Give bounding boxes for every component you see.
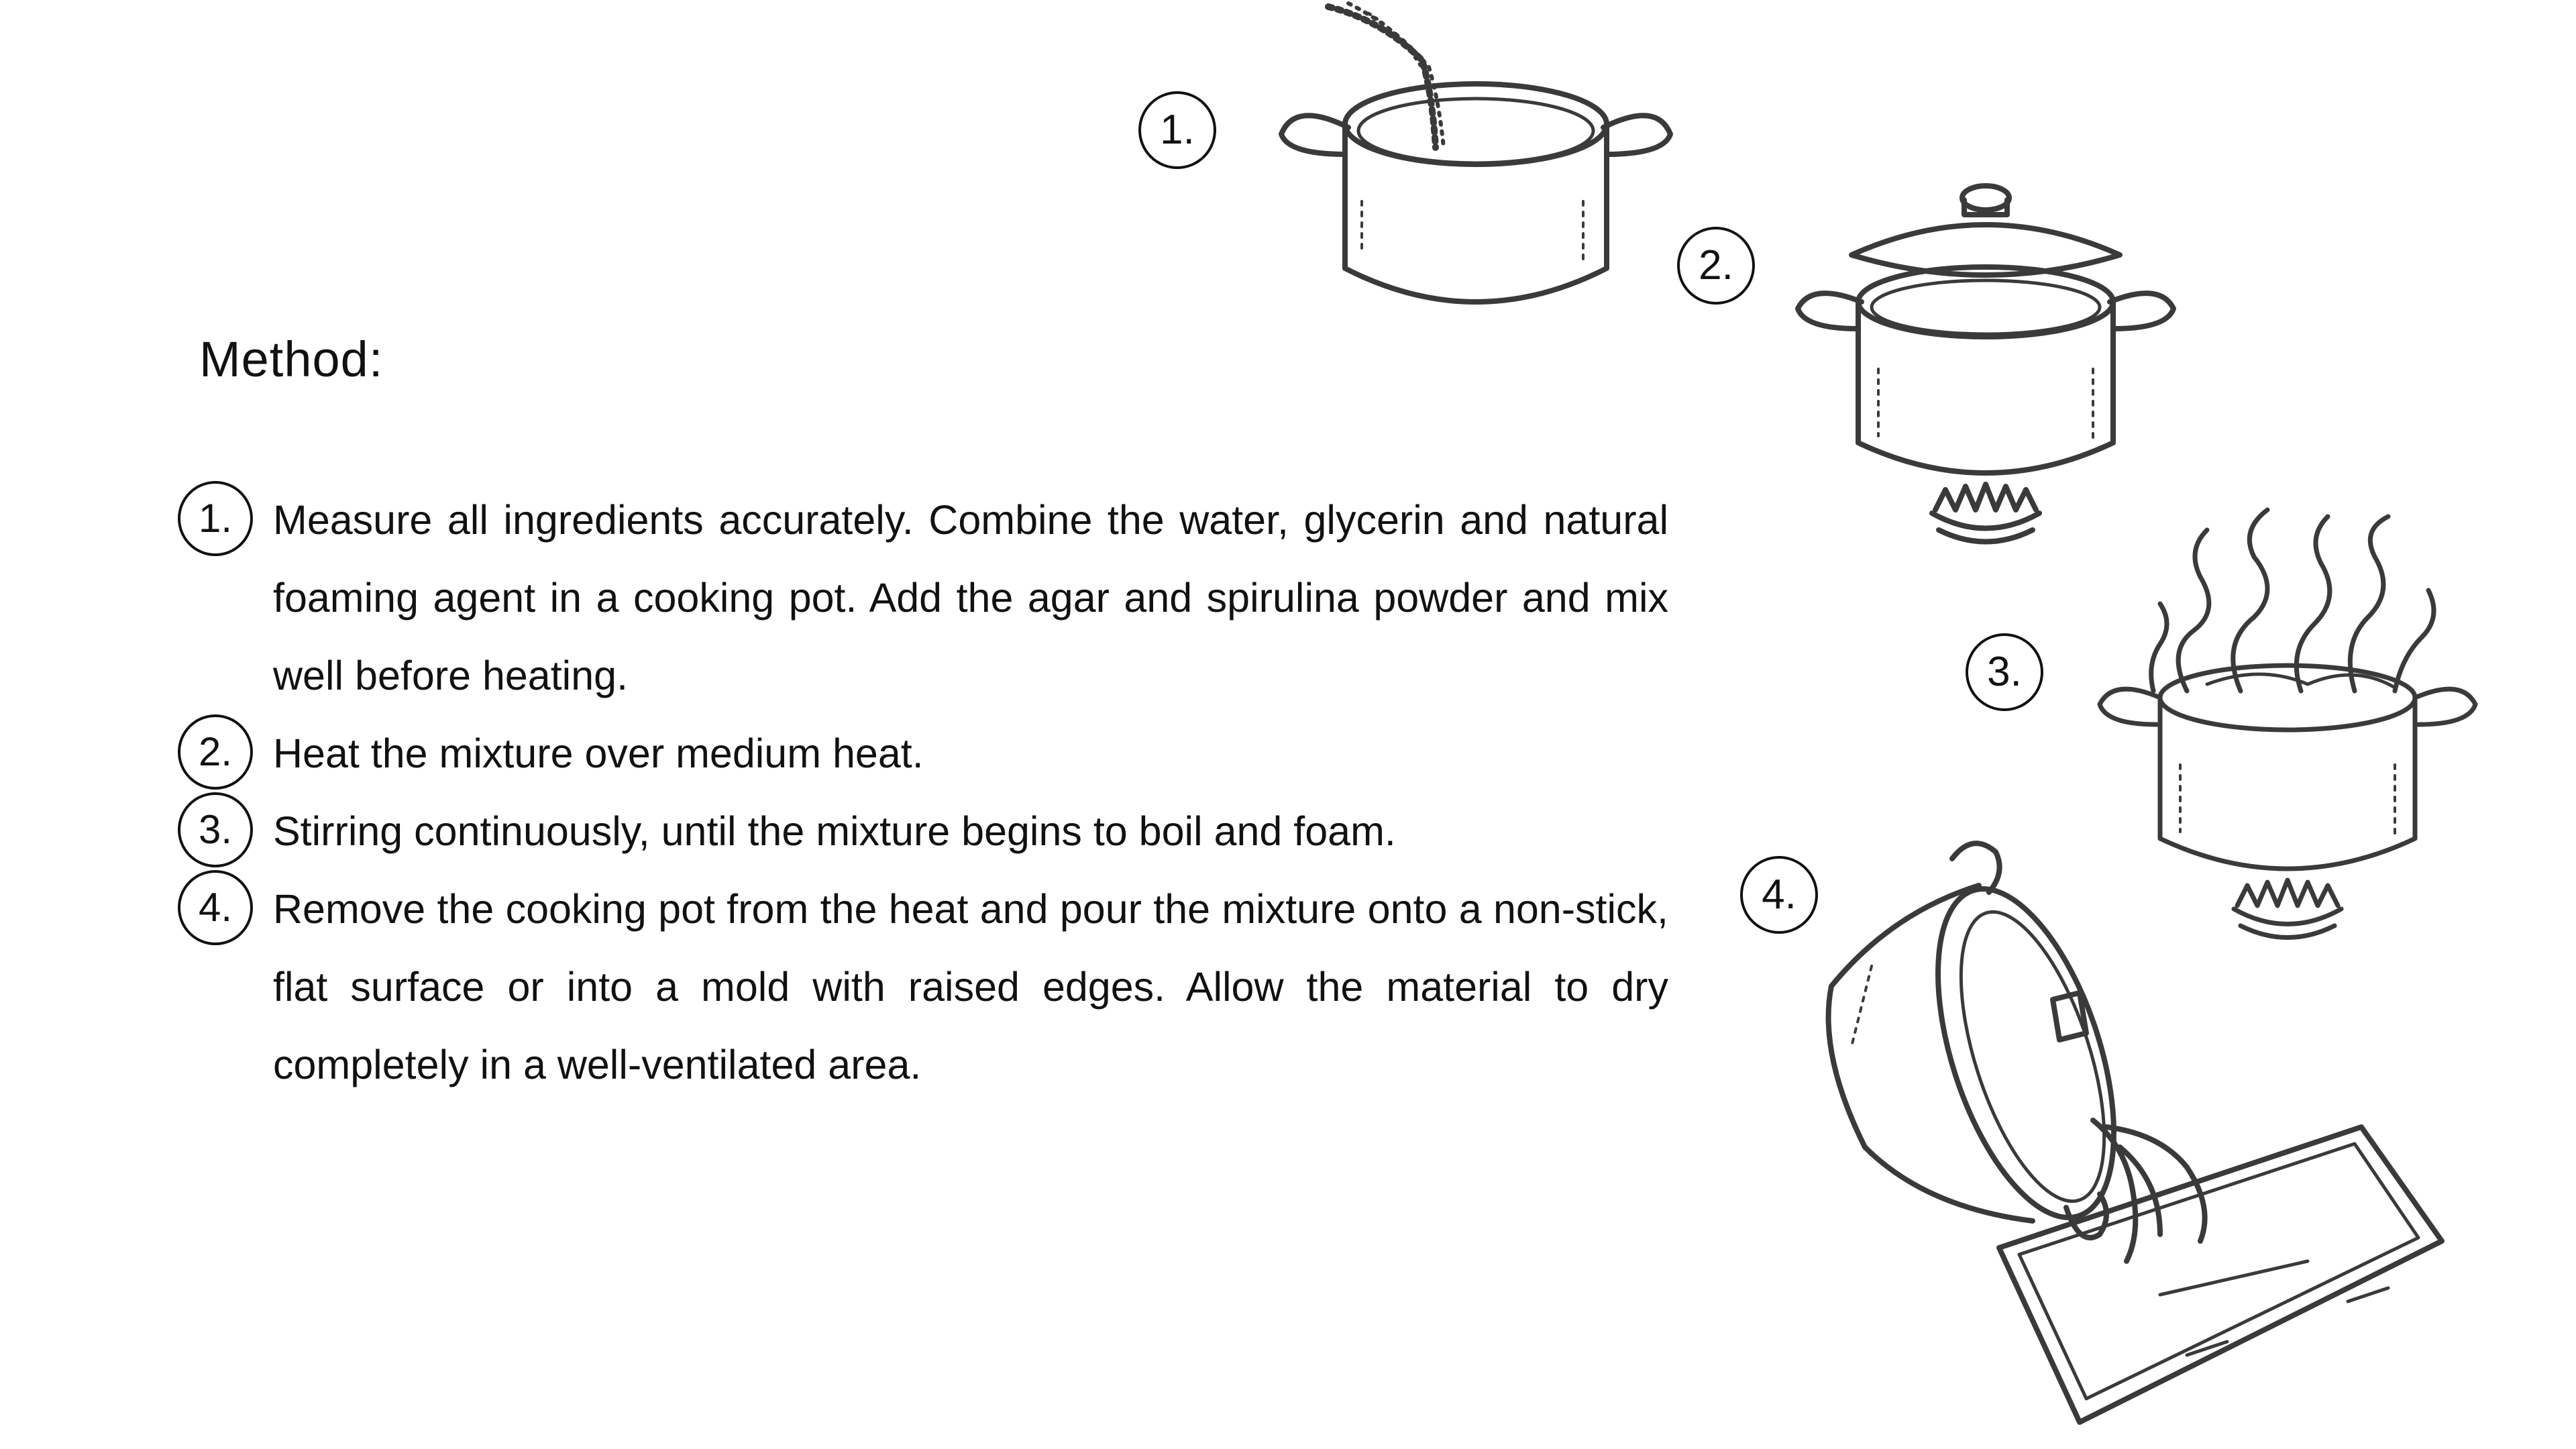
step-number-badge: 1. <box>178 481 253 556</box>
step-number-badge: 3. <box>178 792 253 867</box>
illustration-3-badge: 3. <box>1966 633 2043 711</box>
method-step-4 <box>176 870 1668 1104</box>
step-text: Remove the cooking pot from the heat and pour the mixture onto a non-stick, flat surface or into a mold with raised edges. Allow the material to dry completely in a well-ventilated area. <box>273 886 1668 1087</box>
illustration-1-badge: 1. <box>1138 91 1216 169</box>
method-heading: Method: <box>199 331 384 387</box>
step-number-badge: 2. <box>178 714 253 790</box>
method-step-2 <box>176 714 1668 792</box>
illustration-4-badge: 4. <box>1740 856 1818 934</box>
pot-pouring-powder-icon <box>1268 0 1684 322</box>
illustration-2-badge: 2. <box>1677 227 1755 305</box>
step-number-badge: 4. <box>178 870 253 945</box>
method-step-3 <box>176 792 1668 870</box>
pot-pouring-into-tray-icon <box>1811 832 2462 1436</box>
step-text: Heat the mixture over medium heat. <box>273 731 924 776</box>
step-text: Measure all ingredients accurately. Combine the water, glycerin and natural foaming agent in a cooking pot. Add the agar and spirulina powder and mix well before heating. <box>273 497 1668 698</box>
step-text: Stirring continuously, until the mixture begins to boil and foam. <box>273 808 1396 854</box>
method-steps-list <box>176 481 1668 1104</box>
method-step-1 <box>176 481 1668 714</box>
